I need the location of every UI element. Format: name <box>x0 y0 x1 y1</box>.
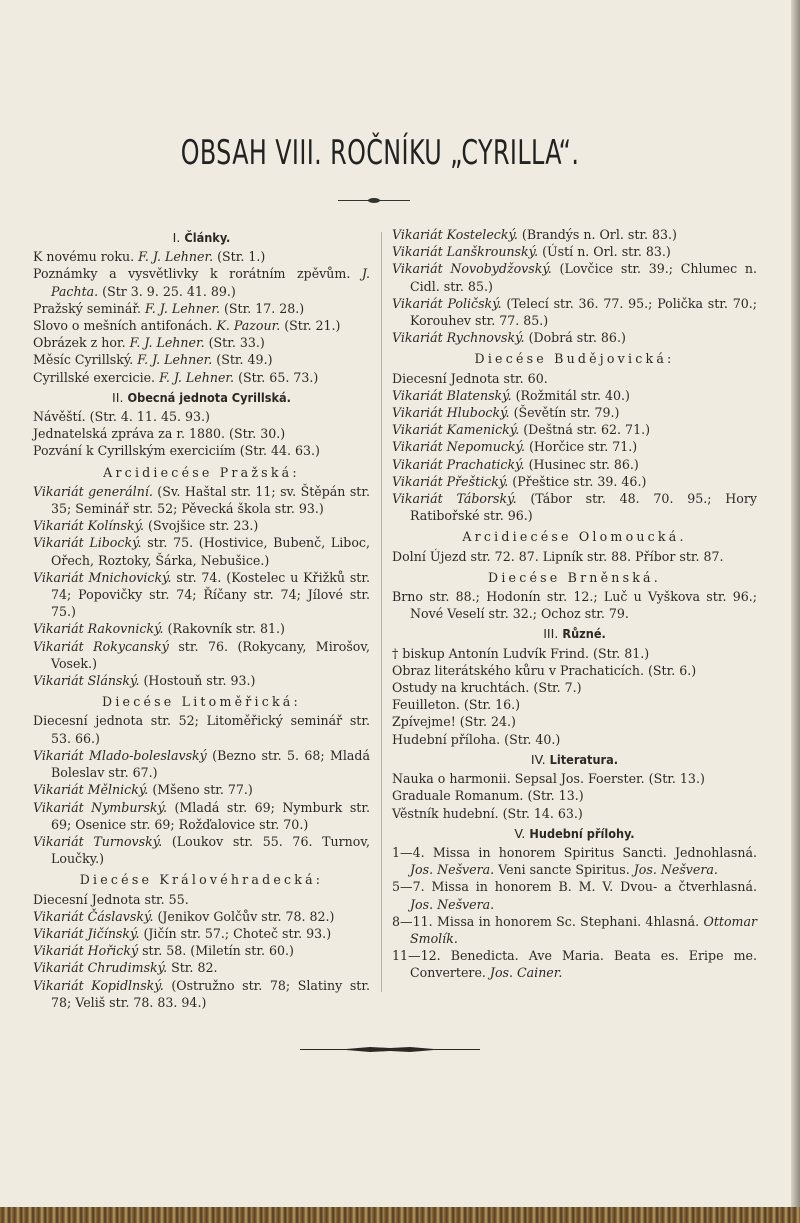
entry-author: Vikariát Lanškrounský. <box>392 244 539 260</box>
section-name: Hudební přílohy. <box>529 825 635 841</box>
toc-left-column <box>33 226 370 1011</box>
toc-entry <box>392 696 757 713</box>
toc-entry <box>392 438 757 455</box>
toc-entry <box>33 638 370 672</box>
diocese-heading: Diecése Brněnská. <box>488 569 661 585</box>
diocese-heading: Arcidiecése Pražská: <box>103 464 300 480</box>
toc-entry <box>33 534 370 568</box>
section-number: I. <box>172 230 181 245</box>
toc-entry <box>33 483 370 517</box>
entry-author: Vikariát Nepomucký. <box>392 439 525 455</box>
entry-author: Vikariát Přeštický. <box>392 473 509 489</box>
entry-text: (Ústí n. Orl. str. 83.) <box>538 244 671 260</box>
section-name: Obecná jednota Cyrillská. <box>127 389 291 405</box>
entry-author: J. Pachta. <box>51 266 370 299</box>
entry-author: F. J. Lehner. <box>159 369 235 385</box>
toc-entry <box>392 226 757 243</box>
section-number: IV. <box>530 751 546 767</box>
entry-text: (Str 3. 9. 25. 41. 89.) <box>98 283 236 299</box>
entry-text: Pražský seminář. <box>33 300 145 316</box>
entry-text: (Husinec str. 86.) <box>524 456 639 472</box>
toc-entry <box>33 672 370 689</box>
toc-entry <box>392 947 757 981</box>
toc-entry <box>392 770 757 787</box>
entry-author: Vikariát Mnichovický. <box>33 569 172 585</box>
section-number: III. <box>543 626 559 642</box>
entry-author: Vikariát Poličský. <box>392 295 502 311</box>
toc-entry <box>33 781 370 798</box>
entry-text: Obrázek z hor. <box>33 335 130 351</box>
toc-entry <box>392 913 757 947</box>
toc-entry <box>392 662 757 679</box>
entry-text: (Bezno str. 5. 68; Mladá Boleslav str. 67.) <box>51 747 370 781</box>
toc-entry <box>33 959 370 976</box>
toc-entry <box>33 942 370 959</box>
toc-entry <box>33 747 370 781</box>
entry-author: Jos. Cainer. <box>489 965 563 981</box>
entry-text: Slovo o mešních antifonách. <box>33 318 217 334</box>
section-heading <box>33 229 370 246</box>
toc-entry <box>33 712 370 746</box>
entry-author: Vikariát Kostelecký. <box>392 227 518 242</box>
entry-text: (Loukov str. 55. 76. Turnov, Loučky.) <box>51 833 370 867</box>
toc-entry <box>33 620 370 637</box>
entry-text: (Str. 65. 73.) <box>234 369 319 385</box>
entry-author: Vikariát generální. <box>33 483 153 499</box>
section-heading <box>392 825 757 842</box>
toc-entry <box>392 844 757 878</box>
entry-text: K novému roku. <box>33 249 139 265</box>
toc-entry <box>392 387 757 404</box>
entry-text: 8—11. Missa in honorem Sc. Stephani. 4hlasná. <box>392 913 704 929</box>
toc-entry <box>392 490 757 524</box>
entry-text: (Str. 33.) <box>204 335 265 351</box>
entry-author: Vikariát Rakovnický. <box>33 621 164 637</box>
toc-entry <box>392 805 757 822</box>
entry-text: str. 74. (Kostelec u Křižků str. 74; Popovičky str. 74; Říčany str. 74; Jílové str. 75.) <box>51 569 370 620</box>
toc-entry <box>33 351 370 368</box>
entry-text: (Rožmitál str. 40.) <box>511 387 630 403</box>
entry-text: 11—12. Benedicta. Ave Maria. Beata es. Eripe me. Convertere. <box>392 948 757 981</box>
section-heading <box>33 389 370 406</box>
entry-author: Vikariát Libocký. <box>33 535 142 551</box>
section-name: Různé. <box>562 626 606 642</box>
diocese-heading: Diecése Budějovická: <box>474 351 675 367</box>
entry-author: Vikariát Kopidlnský. <box>33 977 164 993</box>
entry-text: Veni sancte Spiritus. <box>494 862 634 878</box>
entry-author: Vikariát Turnovský. <box>33 833 163 849</box>
toc-entry <box>392 243 757 260</box>
toc-entry <box>33 317 370 334</box>
entry-text: Nauka o harmonii. Sepsal Jos. Foerster. (Str. 13.) <box>392 771 705 787</box>
entry-text: Měsíc Cyrillský. <box>33 352 138 368</box>
entry-author: Vikariát Kamenický. <box>392 422 520 438</box>
entry-author: F. J. Lehner. <box>138 249 214 265</box>
entry-text: Diecesní Jednota str. 55. <box>33 891 189 907</box>
entry-text: Poznámky a vysvětlivky k rorátním zpěvům. <box>33 266 362 282</box>
toc-entry <box>33 908 370 925</box>
entry-text: str. 58. (Miletín str. 60.) <box>138 943 294 959</box>
toc-entry <box>392 473 757 490</box>
entry-author: Vikariát Slánský. <box>33 673 140 689</box>
entry-author: Vikariát Mlado-boleslavský <box>33 747 207 763</box>
toc-entry <box>33 300 370 317</box>
toc-entry <box>392 329 757 346</box>
entry-author: Vikariát Hořický <box>33 943 139 959</box>
entry-text: (Brandýs n. Orl. str. 83.) <box>517 227 677 242</box>
entry-text: (Deštná str. 62. 71.) <box>519 422 651 438</box>
entry-text: (Horčice str. 71.) <box>524 439 638 455</box>
toc-entry <box>392 421 757 438</box>
section-heading <box>392 625 757 642</box>
toc-entry <box>33 369 370 386</box>
entry-author: K. Pazour. <box>216 318 281 334</box>
entry-author: Vikariát Jičínský. <box>33 925 140 941</box>
entry-text: (Ostružno str. 78; Slatiny str. 78; Veliš str. 78. 83. 94.) <box>51 977 370 1010</box>
entry-text: (Tábor str. 48. 70. 95.; Hory Ratibořské str. 96.) <box>410 491 757 524</box>
toc-entry <box>33 925 370 942</box>
entry-text: 1—4. Missa in honorem Spiritus Sancti. Jednohlasná. <box>392 844 757 860</box>
section-number: V. <box>514 825 526 841</box>
toc-right-column <box>392 226 757 982</box>
decorative-bottom-border <box>0 1207 800 1223</box>
toc-entry <box>33 334 370 351</box>
toc-entry <box>33 265 370 299</box>
toc-entry <box>33 517 370 534</box>
toc-entry <box>392 456 757 473</box>
toc-entry <box>33 977 370 1011</box>
entry-text: (Ševětín str. 79.) <box>509 405 620 421</box>
entry-text: Zpívejme! (Str. 24.) <box>392 714 516 730</box>
entry-text: Graduale Romanum. (Str. 13.) <box>392 788 584 804</box>
toc-entry <box>392 588 757 622</box>
entry-author: Jos. Nešvera. <box>633 862 718 878</box>
entry-text: Feuilleton. (Str. 16.) <box>392 697 521 713</box>
entry-text: (Str. 1.) <box>213 249 266 265</box>
entry-author: Jos. Nešvera. <box>410 862 495 878</box>
toc-entry <box>392 731 757 748</box>
toc-entry <box>392 260 757 294</box>
entry-author: F. J. Lehner. <box>137 352 213 368</box>
column-divider <box>381 232 382 992</box>
entry-text: (Sv. Haštal str. 11; sv. Štěpán str. 35; Seminář str. 52; Pěvecká škola str. 93.) <box>51 483 370 517</box>
entry-text: (Jičín str. 57.; Choteč str. 93.) <box>139 925 332 941</box>
bottom-ornament <box>300 1049 480 1054</box>
entry-author: F. J. Lehner. <box>145 300 220 316</box>
section-name: Literatura. <box>549 751 619 767</box>
entry-author: Vikariát Nymburský. <box>33 799 167 815</box>
entry-text: (Hostouň str. 93.) <box>139 673 256 689</box>
entry-text: (Dobrá str. 86.) <box>524 330 626 346</box>
toc-entry <box>33 799 370 833</box>
entry-author: Vikariát Mělnický. <box>33 782 149 798</box>
entry-text: Pozvání k Cyrillským exerciciím (Str. 44. 63.) <box>33 443 320 459</box>
toc-entry <box>33 425 370 442</box>
entry-text: Str. 82. <box>167 960 218 976</box>
entry-text: Jednatelská zpráva za r. 1880. (Str. 30.) <box>33 426 286 442</box>
title-ornament <box>338 200 410 204</box>
entry-author: Vikariát Chrudimský. <box>33 960 168 976</box>
diocese-heading: Diecése Litoměřická: <box>102 694 301 710</box>
section-number: II. <box>112 389 124 405</box>
toc-entry <box>392 787 757 804</box>
toc-entry <box>33 569 370 621</box>
entry-author: Vikariát Rokycanský <box>33 638 169 654</box>
entry-text: Dolní Újezd str. 72. 87. Lipník str. 88. Příbor str. 87. <box>392 548 724 564</box>
entry-author: Jos. Nešvera. <box>410 896 495 912</box>
entry-text: str. 75. (Hostivice, Bubenč, Liboc, Ořech, Roztoky, Šárka, Nebušice.) <box>51 535 370 568</box>
entry-text: (Str. 17. 28.) <box>220 300 305 316</box>
toc-entry <box>392 713 757 730</box>
entry-text: (Jenikov Golčův str. 78. 82.) <box>153 908 335 924</box>
toc-entry <box>392 295 757 329</box>
entry-text: Návěští. (Str. 4. 11. 45. 93.) <box>33 409 210 425</box>
entry-text: (Mladá str. 69; Nymburk str. 69; Osenice str. 69; Rožďalovice str. 70.) <box>51 799 370 832</box>
entry-author: Vikariát Novobydžovský. <box>392 261 552 277</box>
entry-text: (Rakovník str. 81.) <box>163 621 285 637</box>
toc-entry <box>392 404 757 421</box>
toc-entry <box>392 679 757 696</box>
toc-entry <box>33 248 370 265</box>
entry-text: Věstník hudební. (Str. 14. 63.) <box>392 805 583 821</box>
entry-text: Diecesní jednota str. 52; Litoměřický seminář str. 53. 66.) <box>33 713 370 746</box>
entry-text: Ostudy na kruchtách. (Str. 7.) <box>392 680 582 696</box>
entry-author: Ottomar Smolík. <box>410 913 757 946</box>
entry-text: str. 76. (Rokycany, Mirošov, Vosek.) <box>51 638 370 671</box>
entry-text: (Svojšice str. 23.) <box>144 518 259 534</box>
entry-text: (Přeštice str. 39. 46.) <box>508 473 647 489</box>
entry-text: (Str. 49.) <box>212 352 273 368</box>
diocese-heading: Diecése Královéhradecká: <box>79 872 324 888</box>
page-edge-shadow <box>791 0 800 1223</box>
entry-text: (Lovčice str. 39.; Chlumec n. Cidl. str. 85.) <box>410 261 757 294</box>
entry-author: F. J. Lehner. <box>129 335 205 351</box>
toc-entry <box>392 548 757 565</box>
entry-author: Vikariát Hlubocký. <box>392 405 510 421</box>
page-title: OBSAH VIII. ROČNÍKU „CYRILLA“. <box>180 133 580 173</box>
entry-text: Diecesní Jednota str. 60. <box>392 370 548 386</box>
toc-entry <box>392 878 757 912</box>
entry-text: Hudební příloha. (Str. 40.) <box>392 731 561 747</box>
entry-text: † biskup Antonín Ludvík Frind. (Str. 81.) <box>392 645 650 661</box>
entry-text: (Telecí str. 36. 77. 95.; Polička str. 70.; Korouhev str. 77. 85.) <box>410 295 757 329</box>
toc-entry <box>33 408 370 425</box>
toc-entry <box>33 833 370 867</box>
entry-author: Vikariát Rychnovský. <box>392 330 525 346</box>
entry-text: (Str. 21.) <box>280 318 341 334</box>
diocese-heading: Arcidiecése Olomoucká. <box>462 529 687 545</box>
toc-entry <box>392 645 757 662</box>
toc-entry <box>33 891 370 908</box>
entry-author: Vikariát Kolínský. <box>33 518 145 534</box>
section-name: Články. <box>184 230 231 245</box>
entry-text: (Mšeno str. 77.) <box>148 782 253 798</box>
entry-text: Cyrillské exercicie. <box>33 369 160 385</box>
entry-author: Vikariát Táborský. <box>392 491 517 507</box>
entry-text: Obraz literátského kůru v Prachaticích. (Str. 6.) <box>392 662 697 678</box>
entry-author: Vikariát Blatenský. <box>392 387 512 403</box>
entry-text: 5—7. Missa in honorem B. M. V. Dvou- a čtverhlasná. <box>392 879 757 895</box>
entry-text: Brno str. 88.; Hodonín str. 12.; Luč u Vyškova str. 96.; Nové Veselí str. 32.; Ochoz str. 79. <box>392 589 757 622</box>
toc-entry <box>392 370 757 387</box>
entry-author: Vikariát Prachatický. <box>392 456 525 472</box>
section-heading <box>392 751 757 768</box>
toc-entry <box>33 442 370 459</box>
entry-author: Vikariát Čáslavský. <box>33 908 154 924</box>
